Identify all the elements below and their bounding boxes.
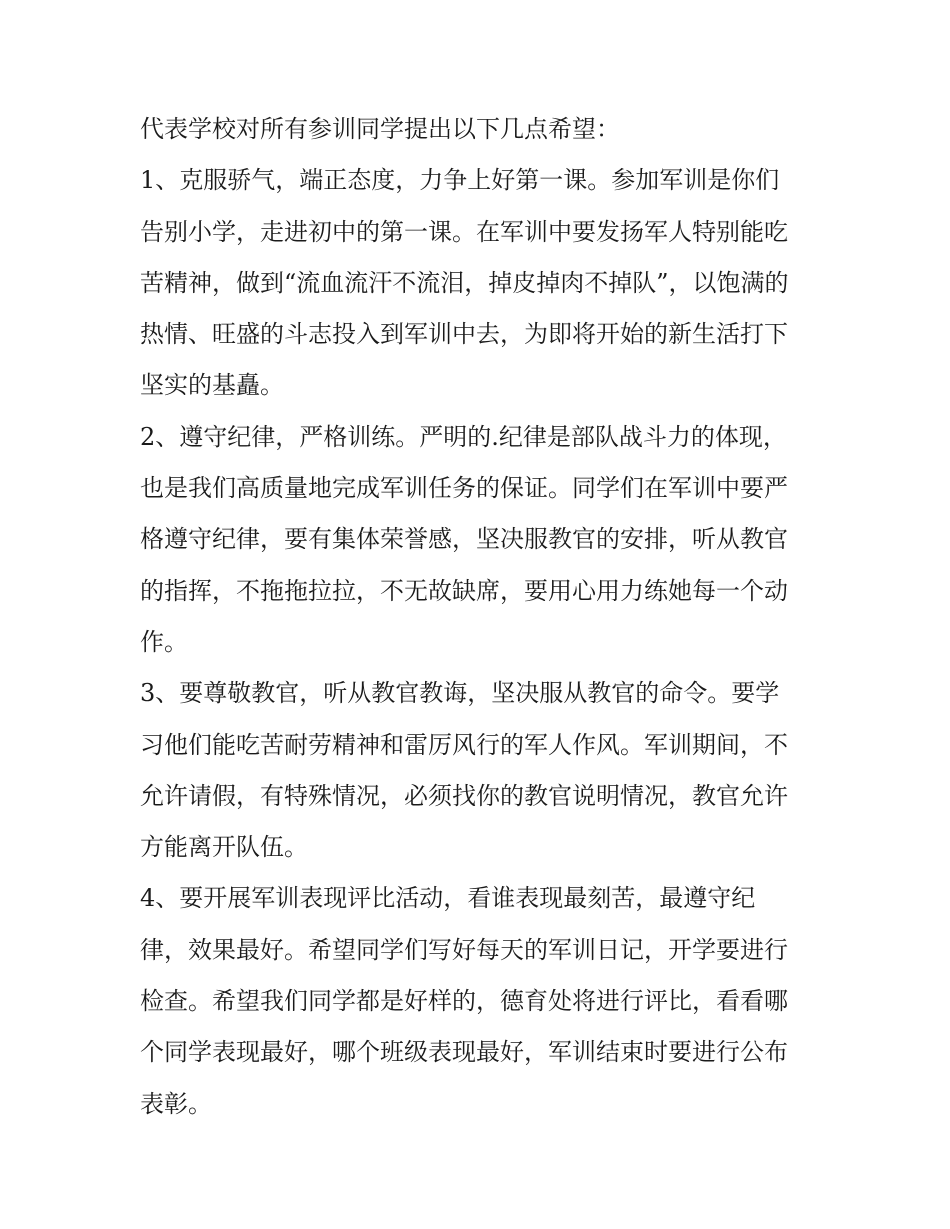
document-body <box>140 104 812 1130</box>
text-line-point-1-start: 1、克服骄气，端正态度，力争上好第一课。参加军训是你们 <box>140 166 780 195</box>
text-line: 告别小学，走进初中的第一课。在军训中要发扬军人特别能吃 <box>140 217 788 246</box>
text-line: 坚实的基矗。 <box>140 371 284 400</box>
text-line: 苦精神，做到“流血流汗不流泪，掉皮掉肉不掉队”，以饱满的 <box>140 268 789 297</box>
text-line: 习他们能吃苦耐劳精神和雷厉风行的军人作风。军训期间，不 <box>140 730 788 759</box>
text-line: 也是我们高质量地完成军训任务的保证。同学们在军训中要严 <box>140 474 788 503</box>
text-line: 热情、旺盛的斗志投入到军训中去，为即将开始的新生活打下 <box>140 320 788 349</box>
text-line: 个同学表现最好，哪个班级表现最好，军训结束时要进行公布 <box>140 1038 788 1067</box>
text-line-point-4-start: 4、要开展军训表现评比活动，看谁表现最刻苦，最遵守纪 <box>140 884 756 913</box>
text-line: 检查。希望我们同学都是好样的，德育处将进行评比，看看哪 <box>140 987 788 1016</box>
text-line-intro: 代表学校对所有参训同学提出以下几点希望： <box>140 115 620 143</box>
text-line: 允许请假，有特殊情况，必须找你的教官说明情况，教官允许 <box>140 781 788 810</box>
text-line-point-2-start: 2、遵守纪律，严格训练。严明的.纪律是部队战斗力的体现， <box>140 422 787 451</box>
text-line: 作。 <box>140 627 188 656</box>
text-line: 格遵守纪律，要有集体荣誉感，坚决服教官的安排，听从教官 <box>140 525 788 554</box>
text-line: 律，效果最好。希望同学们写好每天的军训日记，开学要进行 <box>140 935 788 964</box>
text-line: 表彰。 <box>140 1089 212 1118</box>
text-line: 的指挥，不拖拖拉拉，不无故缺席，要用心用力练她每一个动 <box>140 576 788 605</box>
text-line-point-3-start: 3、要尊敬教官，听从教官教诲，坚决服从教官的命令。要学 <box>140 679 780 708</box>
text-line: 方能离开队伍。 <box>140 833 308 862</box>
